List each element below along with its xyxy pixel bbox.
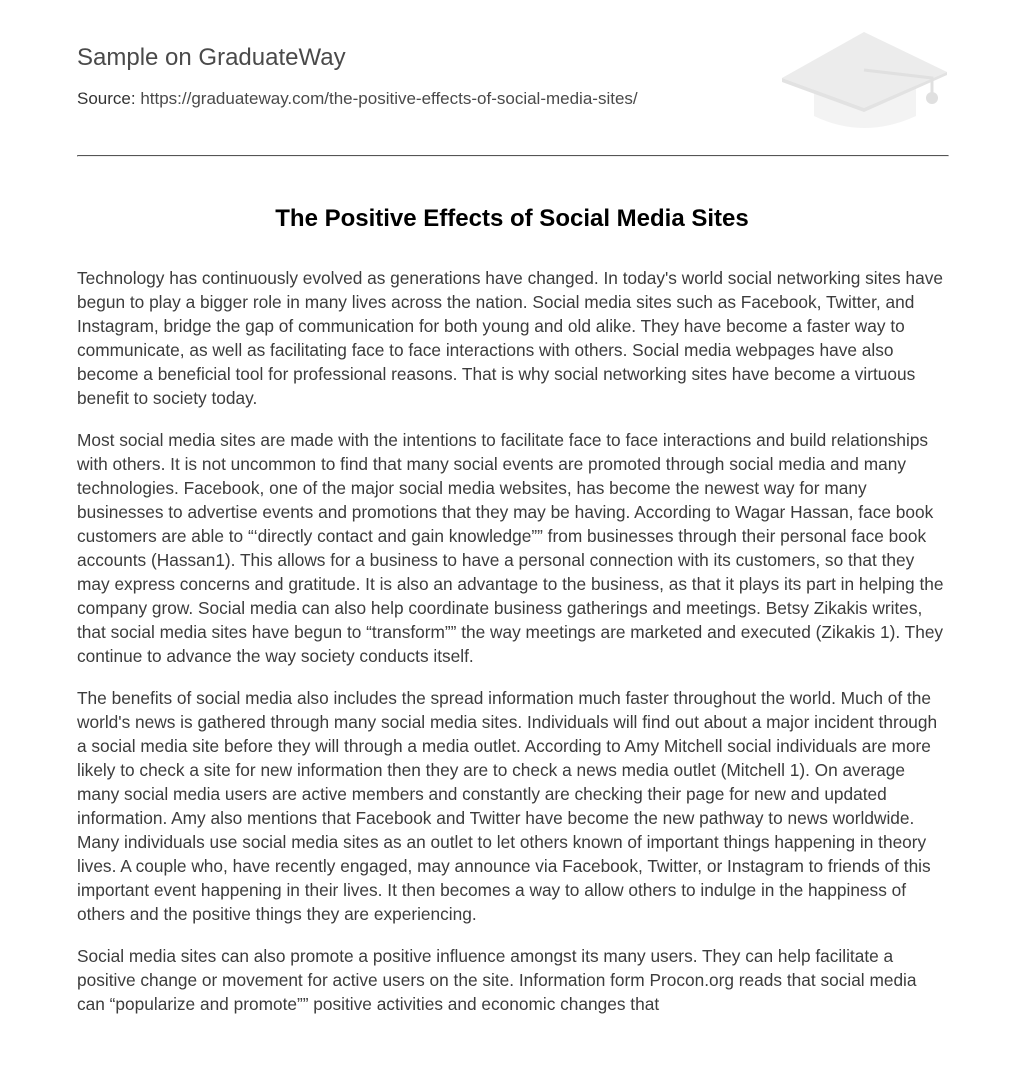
paragraph: The benefits of social media also includes the spread information much faster throughout the world. Much of the world's news is gathered through many social media sites. Individuals will find out about a major incident through a social media site before they will through a media outlet. According to Amy Mitchell social individuals are more likely to check a site for new information then they are to check a news media outlet (Mitchell 1). On average many social media users are active members and constantly are checking their page for new and updated information. Amy also mentions that Facebook and Twitter have become the new pathway to news worldwide. Many individuals use social media sites as an outlet to let others known of important things happening in theory lives. A couple who, have recently engaged, may announce via Facebook, Twitter, or Instagram to friends of this important event happening in their lives. It then becomes a way to allow others to indulge in the happiness of others and the positive things they are experiencing. (77, 688, 938, 924)
paragraph: Technology has continuously evolved as generations have changed. In today's world social networking sites have begun to play a bigger role in many lives across the nation. Social media sites such as Facebook, Twitter, and Instagram, bridge the gap of communication for both young and old alike. They have become a faster way to communicate, as well as facilitating face to face interactions with others. Social media webpages have also become a beneficial tool for professional reasons. That is why social networking sites have become a virtuous benefit to society today. (77, 268, 943, 408)
source-line (77, 89, 638, 109)
source-label: Source: (77, 89, 136, 108)
paragraph: Social media sites can also promote a positive influence amongst its many users. They can help facilitate a positive change or movement for active users on the site. Information form Procon.org reads that social media can “popularize and promote”” positive activities and economic changes that (77, 946, 917, 1014)
source-link[interactable]: https://graduateway.com/the-positive-effects-of-social-media-sites/ (140, 89, 638, 108)
essay-body (77, 266, 947, 1034)
header-divider (77, 155, 949, 157)
paragraph: Most social media sites are made with the intentions to facilitate face to face interactions and build relationships with others. It is not uncommon to find that many social events are promoted through social media and many technologies. Facebook, one of the major social media websites, has become the newest way for many businesses to advertise events and promotions that they may be having. According to Wagar Hassan, face book customers are able to “‘directly contact and gain knowledge”” from businesses through their personal face book accounts (Hassan1). This allows for a business to have a personal connection with its customers, so that they may express concerns and gratitude. It is also an advantage to the business, as that it plays its part in helping the company grow. Social media can also help coordinate business gatherings and meetings. Betsy Zikakis writes, that social media sites have begun to “transform”” the way meetings are marketed and executed (Zikakis 1). They continue to advance the way society conducts itself. (77, 430, 944, 666)
site-title: Sample on GraduateWay (77, 44, 346, 71)
graduation-cap-icon (782, 28, 947, 134)
document-title: The Positive Effects of Social Media Sites (275, 205, 749, 232)
page (77, 0, 947, 1014)
header (77, 0, 947, 156)
